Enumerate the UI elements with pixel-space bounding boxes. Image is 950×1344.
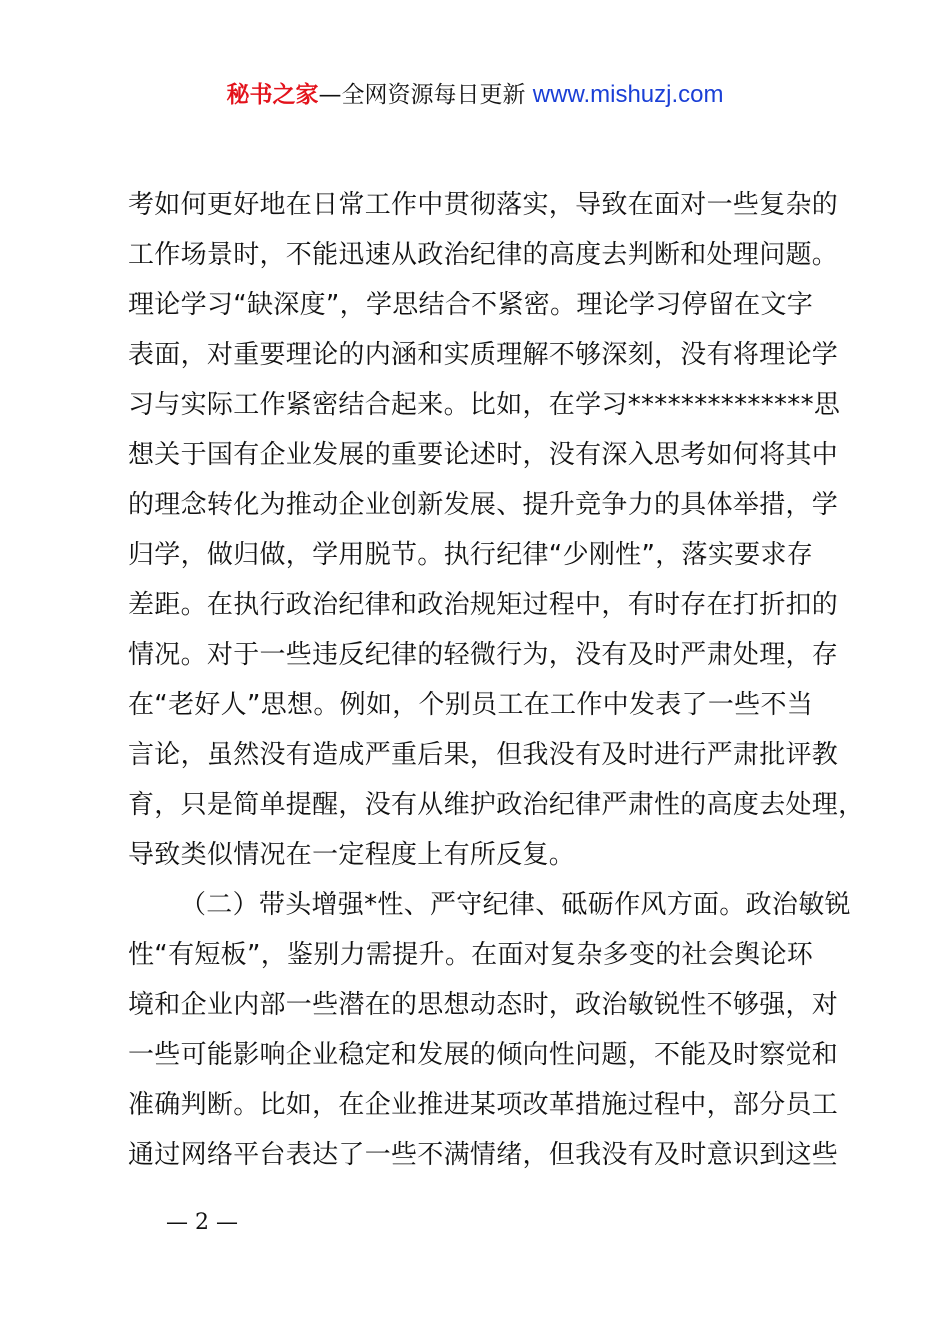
text-line: 性“有短板”，鉴别力需提升。在面对复杂多变的社会舆论环 — [128, 940, 814, 970]
text-line: 情况。对于一些违反纪律的轻微行为，没有及时严肃处理，存 — [128, 640, 839, 670]
text-line: 通过网络平台表达了一些不满情绪，但我没有及时意识到这些 — [128, 1140, 839, 1170]
text-line: 习与实际工作紧密结合起来。比如，在学习**************思 — [128, 390, 841, 420]
text-line: 言论，虽然没有造成严重后果，但我没有及时进行严肃批评教 — [128, 740, 839, 770]
page-number: — 2 — — [166, 1210, 238, 1235]
text-line: 境和企业内部一些潜在的思想动态时，政治敏锐性不够强，对 — [128, 990, 839, 1020]
text-line: 差距。在执行政治纪律和政治规矩过程中，有时存在打折扣的 — [128, 590, 839, 620]
document-body — [128, 180, 865, 1180]
text-line: 想关于国有企业发展的重要论述时，没有深入思考如何将其中 — [128, 440, 839, 470]
text-line: 一些可能影响企业稳定和发展的倾向性问题，不能及时察觉和 — [128, 1040, 839, 1070]
text-line: 工作场景时，不能迅速从政治纪律的高度去判断和处理问题。 — [128, 240, 839, 270]
text-line: 归学，做归做，学用脱节。执行纪律“少刚性”，落实要求存 — [128, 540, 814, 570]
watermark-header — [0, 78, 950, 112]
header-tagline: —全网资源每日更新 — [318, 82, 526, 108]
text-line: 准确判断。比如，在企业推进某项改革措施过程中，部分员工 — [128, 1090, 839, 1120]
text-line: 表面，对重要理论的内涵和实质理解不够深刻，没有将理论学 — [128, 340, 839, 370]
site-url[interactable]: www.mishuzj.com — [532, 81, 724, 108]
brand-name: 秘书之家 — [226, 82, 319, 108]
text-line: 理论学习“缺深度”，学思结合不紧密。理论学习停留在文字 — [128, 290, 814, 320]
text-line: 在“老好人”思想。例如，个别员工在工作中发表了一些不当 — [128, 690, 814, 720]
section-heading-line: （二）带头增强*性、严守纪律、砥砺作风方面。政治敏锐 — [180, 890, 851, 920]
text-line: 育，只是简单提醒，没有从维护政治纪律严肃性的高度去处理， — [128, 790, 865, 820]
text-line: 的理念转化为推动企业创新发展、提升竞争力的具体举措，学 — [128, 490, 839, 520]
text-line: 考如何更好地在日常工作中贯彻落实，导致在面对一些复杂的 — [128, 190, 839, 220]
text-line: 导致类似情况在一定程度上有所反复。 — [128, 840, 576, 870]
